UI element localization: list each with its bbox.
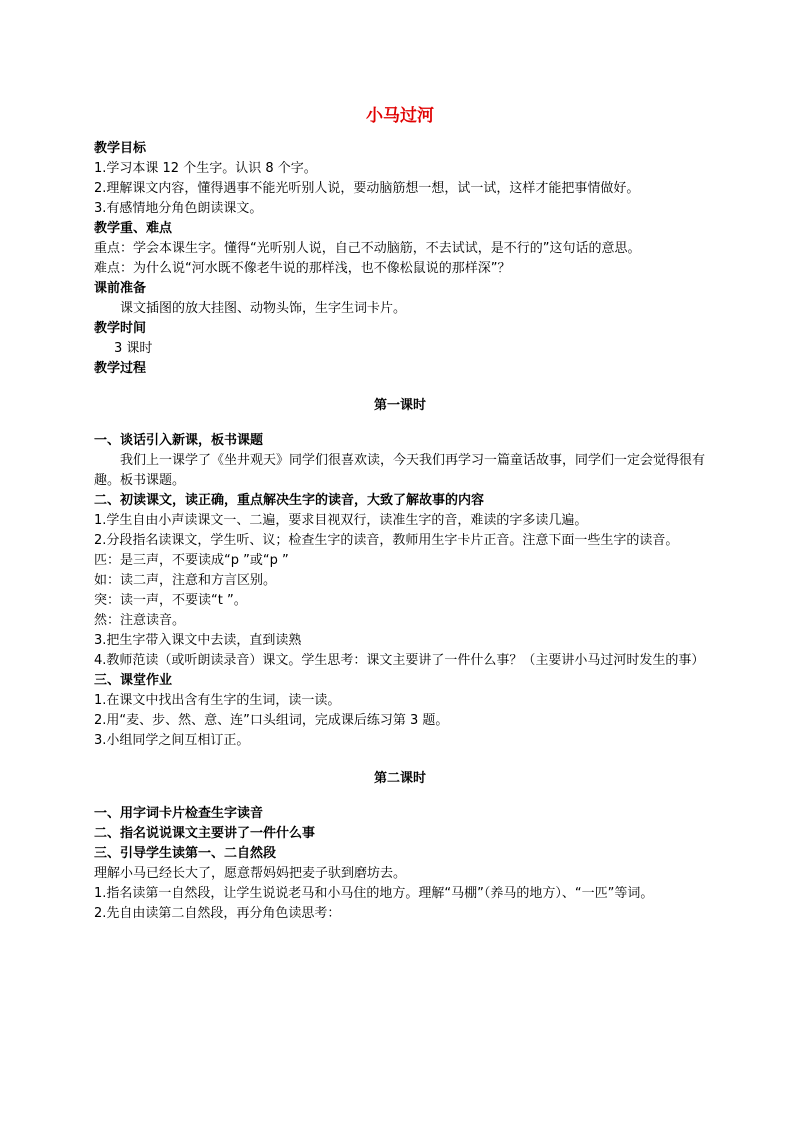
prep-heading: 课前准备 [94,281,147,296]
key-point: 重点：学会本课生字。懂得“光听别人说，自己不动脑筋，不去试试，是不行的”这句话的意思。 [94,241,641,256]
lesson1-section2-item: 4.教师范读（或听朗读录音）课文。学生思考：课文主要讲了一件什么事？（主要讲小马过河时发生的事） [94,653,705,668]
lesson1-section3-item: 3.小组同学之间互相订正。 [94,733,250,748]
prep-text: 课文插图的放大挂图、动物头饰，生字生词卡片。 [120,301,407,316]
lesson1-section2-item: 2.分段指名读课文，学生听、议；检查生字的读音，教师用生字卡片正音。注意下面一些生字的读音。 [94,533,679,548]
goal-item: 1.学习本课 12 个生字。认识 8 个字。 [94,161,317,176]
lesson1-section2-item: 3.把生字带入课文中去读，直到读熟 [94,633,302,648]
lesson1-section2-heading: 二、初读课文，读正确，重点解决生字的读音，大致了解故事的内容 [94,493,485,508]
document-body [94,104,706,924]
page-title: 小马过河 [366,106,434,126]
lesson1-section3-item: 1.在课文中找出含有生字的生词，读一读。 [94,693,341,708]
lesson1-section3-item: 2.用“麦、步、然、意、连”口头组词，完成课后练习第 3 题。 [94,713,449,728]
lesson1-section1-text: 我们上一课学了《坐井观天》同学们很喜欢读，今天我们再学习一篇童话故事，同学们一定会觉得很有趣。板书课题。 [94,453,706,488]
goals-heading: 教学目标 [94,141,147,156]
lesson1-section2-item: 然：注意读音。 [94,613,186,628]
lesson1-section2-item: 匹：是三声，不要读成“p ”或“p ” [94,553,289,568]
time-heading: 教学时间 [94,321,147,336]
key-points-heading: 教学重、难点 [94,221,173,236]
lesson1-heading: 第一课时 [373,398,426,413]
lesson2-section3-heading: 三、引导学生读第一、二自然段 [94,846,277,861]
lesson1-section2-item: 如：读二声，注意和方言区别。 [94,573,277,588]
time-text: 3 课时 [114,341,153,356]
lesson2-section3-item: 2.先自由读第二自然段，再分角色读思考： [94,906,341,921]
lesson1-section1-heading: 一、谈话引入新课，板书课题 [94,433,264,448]
goal-item: 2.理解课文内容，懂得遇事不能光听别人说，要动脑筋想一想，试一试，这样才能把事情做好。 [94,181,640,196]
lesson2-section2-heading: 二、指名说说课文主要讲了一件什么事 [94,826,316,841]
lesson2-section3-item: 理解小马已经长大了，愿意帮妈妈把麦子驮到磨坊去。 [94,866,407,881]
difficult-point: 难点：为什么说“河水既不像老牛说的那样浅，也不像松鼠说的那样深”？ [94,261,511,276]
lesson2-heading: 第二课时 [373,771,426,786]
lesson1-section2-item: 1.学生自由小声读课文一、二遍，要求目视双行，读准生字的音，难读的字多读几遍。 [94,513,588,528]
process-heading: 教学过程 [94,361,147,376]
lesson1-section3-heading: 三、课堂作业 [94,673,173,688]
lesson2-section1-heading: 一、用字词卡片检查生字读音 [94,806,264,821]
goal-item: 3.有感情地分角色朗读课文。 [94,201,263,216]
lesson1-section2-item: 突：读一声，不要读“t ”。 [94,593,247,608]
lesson2-section3-item: 1.指名读第一自然段，让学生说说老马和小马住的地方。理解“马棚”（养马的地方）、“一匹”等词。 [94,886,654,901]
